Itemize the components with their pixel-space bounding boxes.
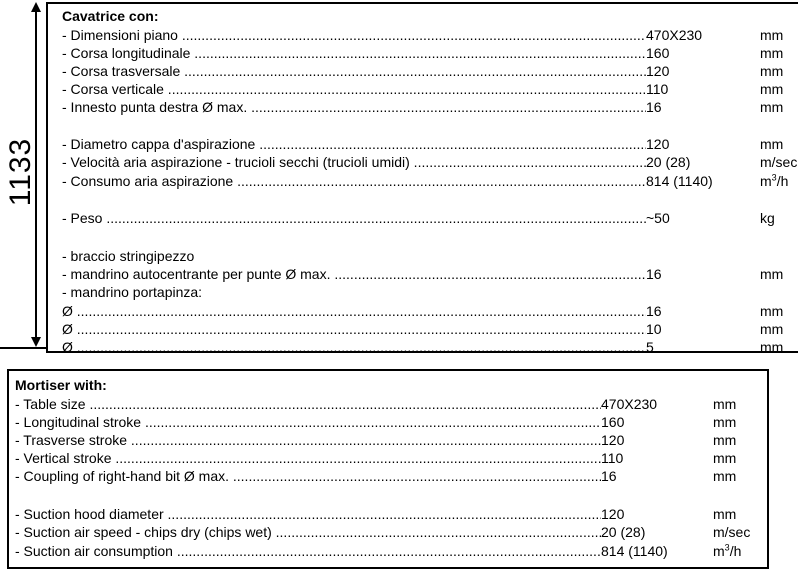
spec-label: - Diametro cappa d'aspirazione ..... xyxy=(62,135,646,153)
spec-label: Ø ..... xyxy=(62,338,646,356)
spec-unit: mm xyxy=(713,450,737,466)
spec-note: - mandrino portapinza: xyxy=(62,284,203,300)
spec-value: 10 xyxy=(646,321,662,337)
spec-unit: mm xyxy=(713,468,737,484)
spec-label: - Peso ..... xyxy=(62,209,646,227)
spec-unit: mm xyxy=(760,136,784,152)
english-title: Mortiser with: xyxy=(15,377,107,393)
spec-label: - Dimensioni piano ..... xyxy=(62,26,646,44)
spec-label: - Innesto punta destra Ø max. ..... xyxy=(62,98,646,116)
spec-value: 110 xyxy=(601,450,624,466)
spec-unit: $m^3/h$ xyxy=(760,172,789,189)
spec-label: - Corsa trasversale ..... xyxy=(62,62,646,80)
spec-value: 814 (1140) xyxy=(601,543,668,559)
spec-unit: mm xyxy=(713,506,737,522)
spec-value: 16 xyxy=(646,303,662,319)
spec-value: 470X230 xyxy=(646,27,703,43)
spec-value: 120 xyxy=(646,136,670,152)
spec-unit: mm xyxy=(760,63,784,79)
spec-unit: $m^3/h$ xyxy=(713,542,742,559)
spec-value: 120 xyxy=(601,432,625,448)
spec-label: Ø ..... xyxy=(62,302,646,320)
spec-value: 120 xyxy=(601,506,625,522)
spec-label: - Consumo aria aspirazione ..... xyxy=(62,172,646,190)
spec-label: Ø ..... xyxy=(62,320,646,338)
spec-value: 814 (1140) xyxy=(646,173,713,189)
spec-value: 120 xyxy=(646,63,670,79)
spec-unit: m/sec xyxy=(760,154,798,170)
spec-unit: m/sec xyxy=(713,524,751,540)
spec-unit: mm xyxy=(760,99,784,115)
spec-unit: mm xyxy=(760,339,784,355)
spec-value: 5 xyxy=(646,339,654,355)
spec-unit: mm xyxy=(760,303,784,319)
spec-value: 16 xyxy=(601,468,617,484)
spec-value: 16 xyxy=(646,266,662,282)
spec-unit: mm xyxy=(760,27,784,43)
spec-value: 20 (28) xyxy=(601,524,646,540)
spec-label: - Suction air speed - chips dry (chips wet) ..... xyxy=(15,523,601,541)
spec-unit: mm xyxy=(760,321,784,337)
spec-unit: mm xyxy=(713,414,737,430)
spec-label: - Longitudinal stroke ..... xyxy=(15,413,601,431)
frame-bottom-edge xyxy=(0,347,48,349)
spec-label: - mandrino autocentrante per punte Ø max. ..... xyxy=(62,265,646,283)
spec-value: 160 xyxy=(601,414,625,430)
spec-label: - Vertical stroke ..... xyxy=(15,449,601,467)
dimension-arrow-down-icon xyxy=(31,337,41,347)
spec-label: - Table size ..... xyxy=(15,395,601,413)
italian-title: Cavatrice con: xyxy=(62,8,159,24)
english-spec-panel xyxy=(7,369,769,569)
spec-value: 20 (28) xyxy=(646,154,691,170)
spec-label: - Coupling of right-hand bit Ø max. ..... xyxy=(15,467,601,485)
dimension-label: 1133 xyxy=(4,137,37,207)
spec-label: - Velocità aria aspirazione - trucioli secchi (trucioli umidi) ..... xyxy=(62,153,646,171)
spec-unit: mm xyxy=(713,396,737,412)
spec-value: ~50 xyxy=(646,210,670,226)
spec-label: - Trasverse stroke ..... xyxy=(15,431,601,449)
spec-note: - braccio stringipezzo xyxy=(62,248,195,264)
italian-spec-panel xyxy=(46,2,798,353)
spec-value: 110 xyxy=(646,81,669,97)
spec-label: - Suction air consumption ..... xyxy=(15,542,601,560)
dimension-arrow-up-icon xyxy=(31,2,41,12)
spec-label: - Corsa longitudinale ..... xyxy=(62,44,646,62)
spec-unit: mm xyxy=(760,81,784,97)
spec-value: 16 xyxy=(646,99,662,115)
spec-value: 160 xyxy=(646,45,670,61)
spec-unit: mm xyxy=(713,432,737,448)
spec-unit: mm xyxy=(760,45,784,61)
spec-label: - Corsa verticale ..... xyxy=(62,80,646,98)
spec-unit: kg xyxy=(760,210,775,226)
spec-label: - Suction hood diameter ..... xyxy=(15,505,601,523)
spec-unit: mm xyxy=(760,266,784,282)
spec-value: 470X230 xyxy=(601,396,658,412)
